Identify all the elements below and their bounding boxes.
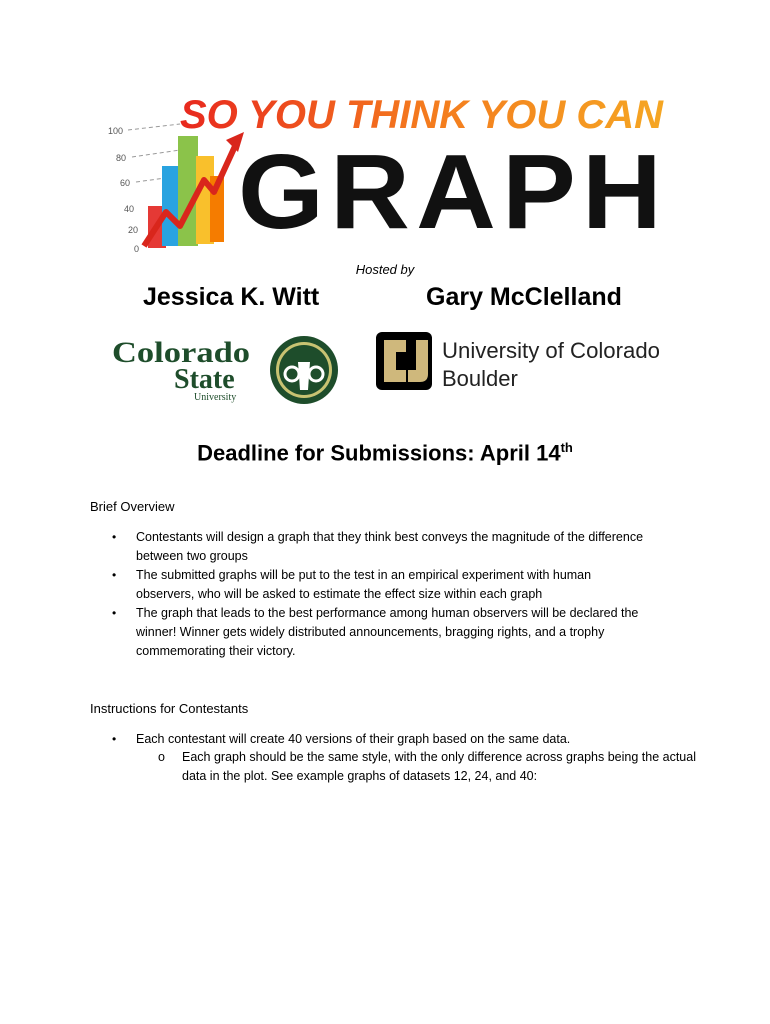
colorado-state-logo: [108, 332, 348, 408]
cu-emblem-icon: [376, 332, 432, 390]
instructions-list: [112, 730, 652, 749]
banner-line1: SO YOU THINK YOU CAN: [180, 93, 664, 137]
tick-label: 80: [116, 153, 127, 163]
deadline-heading: Deadline for Submissions: April 14th: [197, 440, 573, 466]
instructions-title: Instructions for Contestants: [90, 701, 249, 716]
overview-list: [112, 528, 652, 661]
overview-title: Brief Overview: [90, 499, 175, 514]
tick-label: 0: [134, 244, 140, 254]
svg-text:University: University: [194, 392, 237, 403]
tick-label: 60: [120, 178, 131, 188]
host-name-witt: Jessica K. Witt: [143, 283, 320, 311]
list-item: • Contestants will design a graph that they think best conveys the magnitude of the difference between two groups: [112, 530, 644, 563]
svg-text:University of Colorado: University of Colorado: [442, 338, 660, 363]
contest-banner: [100, 88, 680, 258]
tick-label: 40: [124, 204, 135, 214]
list-item: • The graph that leads to the best performance among human observers will be declared the winner! Winner gets widely distributed announcements, bragging rights, and a trophy commemorating their victory.: [112, 606, 639, 658]
tick-label: 100: [108, 126, 124, 136]
list-item: • Each contestant will create 40 versions of their graph based on the same data.: [112, 732, 571, 746]
banner-line2: GRAPH: [238, 133, 668, 251]
tick-label: 20: [128, 225, 139, 235]
svg-text:State: State: [174, 364, 235, 395]
svg-text:Colorado: Colorado: [112, 336, 250, 369]
csu-ram-emblem-icon: [270, 336, 338, 404]
host-name-mcclelland: Gary McClelland: [426, 283, 622, 311]
svg-text:Boulder: Boulder: [442, 366, 518, 391]
sub-list-item: o Each graph should be the same style, with the only difference across graphs being the actual data in the plot. See example graphs of datasets 12, 24, and 40:: [158, 750, 696, 783]
hosted-by-label: Hosted by: [355, 262, 415, 277]
cu-boulder-logo: [372, 330, 672, 394]
list-item: • The submitted graphs will be put to the test in an empirical experiment with human observers, who will be asked to estimate the effect size within each graph: [112, 568, 592, 601]
